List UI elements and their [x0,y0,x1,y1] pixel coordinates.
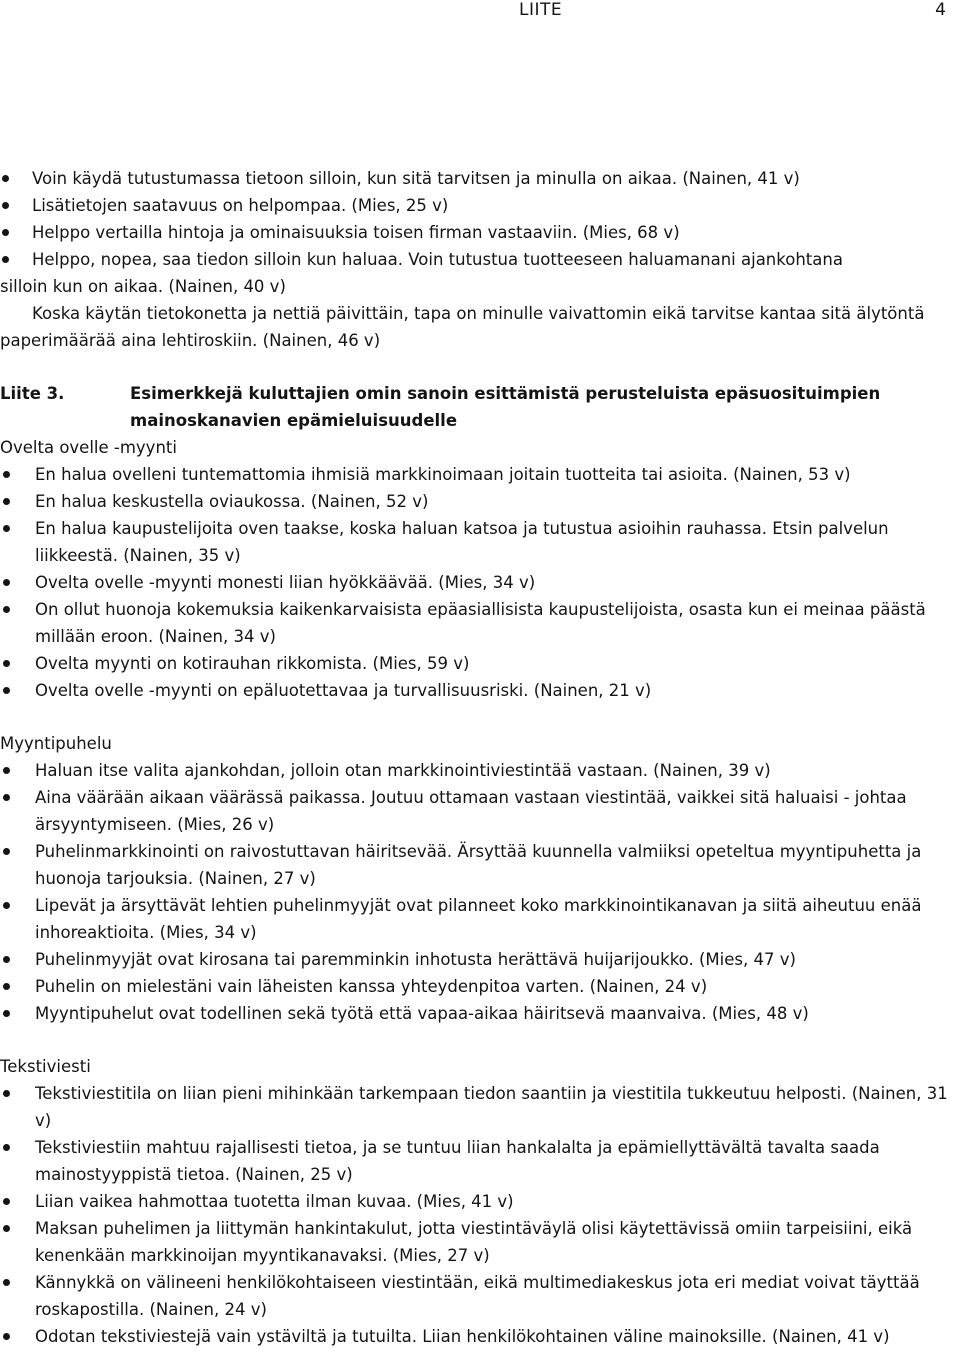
list-item: Odotan tekstiviestejä vain ystäviltä ja tutuilta. Liian henkilökohtainen väline mainoksille. (Nainen, 41 v) [0,1323,958,1350]
section-list [0,757,958,1027]
list-item: Tekstiviestitila on liian pieni mihinkään tarkempaan tiedon saantiin ja viestitila tukkeutuu helposti. (Nainen, 31 v) [0,1080,958,1134]
appendix-heading [0,380,958,434]
list-item: Voin käydä tutustumassa tietoon silloin, kun sitä tarvitsen ja minulla on aikaa. (Nainen, 41 v) [0,165,958,192]
list-item: Lisätietojen saatavuus on helpompaa. (Mies, 25 v) [0,192,958,219]
section-list [0,461,958,704]
list-item: Helppo vertailla hintoja ja ominaisuuksia toisen firman vastaaviin. (Mies, 68 v) [0,219,958,246]
list-item: Haluan itse valita ajankohdan, jolloin otan markkinointiviestintää vastaan. (Nainen, 39 v) [0,757,958,784]
list-item: Ovelta myynti on kotirauhan rikkomista. (Mies, 59 v) [0,650,958,677]
document-body [0,165,958,1350]
section-ovelta-ovelle [0,434,958,704]
list-item: Ovelta ovelle -myynti monesti liian hyökkäävää. (Mies, 34 v) [0,569,958,596]
list-item: Aina väärään aikaan väärässä paikassa. Joutuu ottamaan vastaan viestintää, vaikkei sitä haluaisi - johtaa ärsyyntymiseen. (Mies, 26 v) [0,784,958,838]
page-number: 4 [935,0,946,20]
list-item: Ovelta ovelle -myynti on epäluotettavaa ja turvallisuusriski. (Nainen, 21 v) [0,677,958,704]
header-title: LIITE [519,0,563,20]
appendix-label: Liite 3. [0,384,65,403]
intro-list [0,165,958,354]
section-title: Tekstiviesti [0,1057,91,1076]
list-item: Myyntipuhelut ovat todellinen sekä työtä että vapaa-aikaa häiritsevä maanvaiva. (Mies, 48 v) [0,1000,958,1027]
section-tekstiviesti [0,1053,958,1350]
list-item-continuation: silloin kun on aikaa. (Nainen, 40 v) [0,277,286,296]
list-item: Puhelin on mielestäni vain läheisten kanssa yhteydenpitoa varten. (Nainen, 24 v) [0,973,958,1000]
section-myyntipuhelu [0,730,958,1027]
list-item: En halua kaupustelijoita oven taakse, koska haluan katsoa ja tutustua asioihin rauhassa. Etsin palvelun liikkeestä. (Nainen, 35 v) [0,515,958,569]
page-header [0,0,960,24]
list-item: Liian vaikea hahmottaa tuotetta ilman kuvaa. (Mies, 41 v) [0,1188,958,1215]
list-item: En halua ovelleni tuntemattomia ihmisiä markkinoimaan joitain tuotteita tai asioita. (Nainen, 53 v) [0,461,958,488]
section-list [0,1080,958,1350]
list-item: Helppo, nopea, saa tiedon silloin kun haluaa. Voin tutustua tuotteeseen haluamanani ajankohtana [0,246,958,273]
list-item: Kännykkä on välineeni henkilökohtaiseen viestintään, eikä multimediakeskus jota eri mediat voivat täyttää roskapostilla. (Nainen, 24 v) [0,1269,958,1323]
list-item: Tekstiviestiin mahtuu rajallisesti tietoa, ja se tuntuu liian hankalalta ja epämiellyttävältä tavalta saada mainostyyppistä tietoa. (Nainen, 25 v) [0,1134,958,1188]
list-item: Lipevät ja ärsyttävät lehtien puhelinmyyjät ovat pilanneet koko markkinointikanavan ja siitä aiheutuu enää inhoreaktioita. (Mies, 34 v) [0,892,958,946]
list-item: Maksan puhelimen ja liittymän hankintakulut, jotta viestintäväylä olisi käytettävissä omiin tarpeisiini, eikä kenenkään markkinoijan myyntikanavaksi. (Mies, 27 v) [0,1215,958,1269]
section-title: Ovelta ovelle -myynti [0,438,177,457]
section-title: Myyntipuhelu [0,734,112,753]
list-item: On ollut huonoja kokemuksia kaikenkarvaisista epäasiallisista kaupustelijoista, osasta kun ei meinaa päästä millään eroon. (Nainen, 34 v) [0,596,958,650]
appendix-title: Esimerkkejä kuluttajien omin sanoin esittämistä perusteluista epäsuosituimpien mainoskanavien epämieluisuudelle [130,384,881,430]
list-item: En halua keskustella oviaukossa. (Nainen, 52 v) [0,488,958,515]
list-item: Koska käytän tietokonetta ja nettiä päivittäin, tapa on minulle vaivattomin eikä tarvitse kantaa sitä älytöntä paperimäärää aina lehtiroskiin. (Nainen, 46 v) [0,304,925,350]
list-item: Puhelinmyyjät ovat kirosana tai paremminkin inhotusta herättävä huijarijoukko. (Mies, 47 v) [0,946,958,973]
list-item: Puhelinmarkkinointi on raivostuttavan häiritsevää. Ärsyttää kuunnella valmiiksi opeteltua myyntipuhetta ja huonoja tarjouksia. (Nainen, 27 v) [0,838,958,892]
